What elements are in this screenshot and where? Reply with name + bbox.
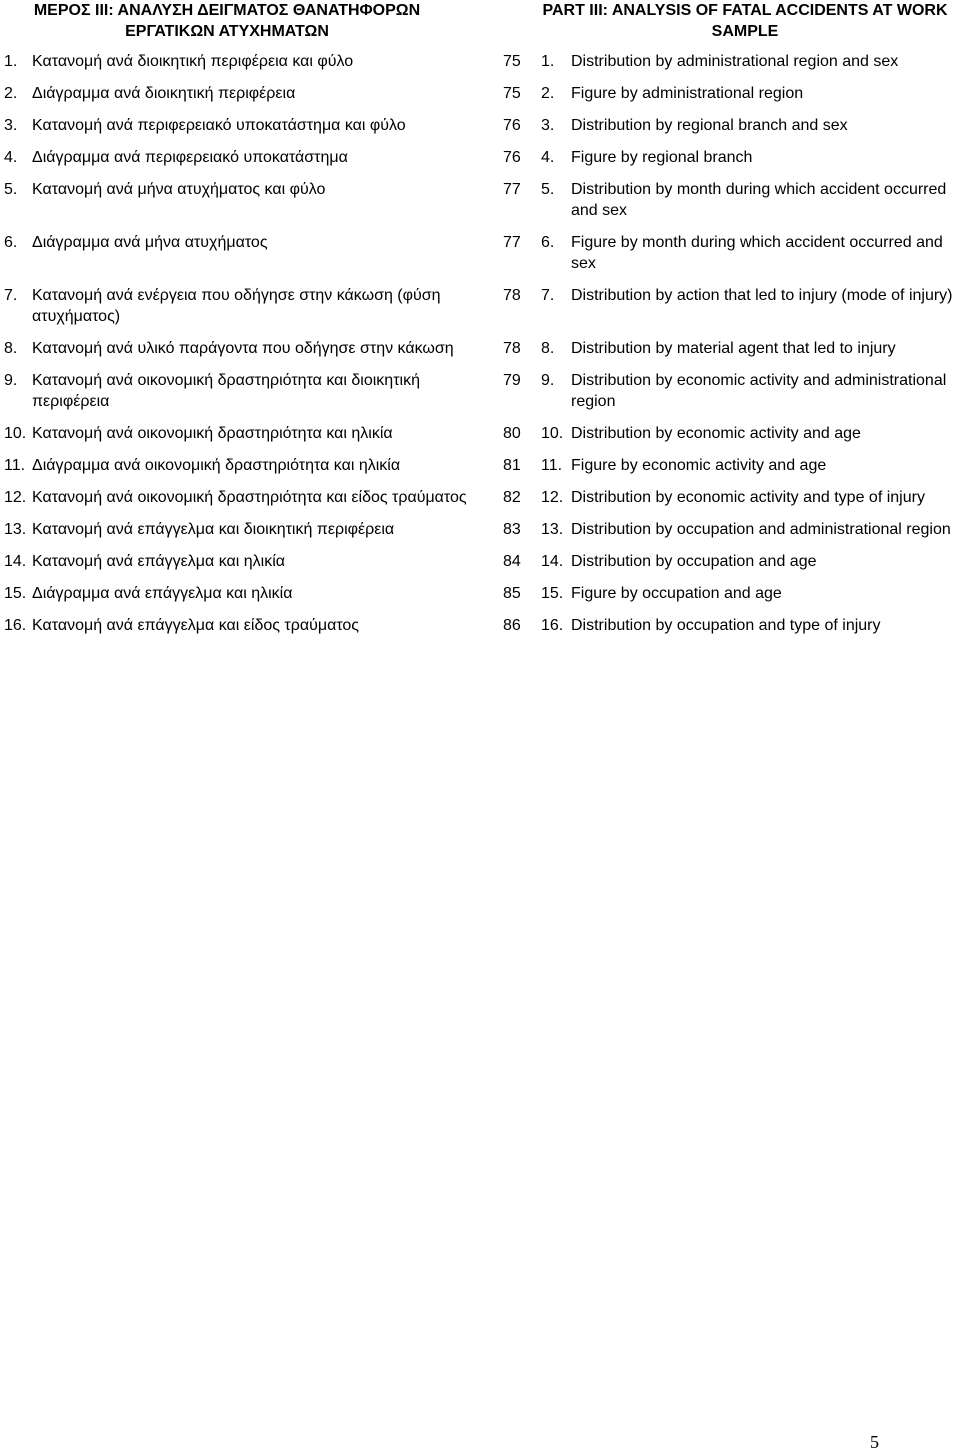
entry-page-number: 75 [503,53,521,70]
english-column [0,232,960,274]
entry-english-title: Figure by administrational region [571,85,804,102]
entry-greek-title: Κατανομή ανά οικονομική δραστηριότητα και διοικητική περιφέρεια [32,372,420,410]
entry-greek-title: Κατανομή ανά υλικό παράγοντα που οδήγησε στην κάκωση [32,340,454,357]
entry-number-english: 7. [541,287,555,304]
toc-entry [0,147,960,179]
entry-greek-title: Κατανομή ανά επάγγελμα και ηλικία [32,553,286,570]
entry-greek-title: Διάγραμμα ανά περιφερειακό υποκατάστημα [32,149,348,166]
entry-number-english: 12. [541,489,564,506]
english-column [0,551,960,572]
entry-number-english: 16. [541,617,564,634]
toc-entry [0,179,960,232]
english-column [0,338,960,359]
entry-english-title: Distribution by regional branch and sex [571,117,848,134]
entry-page-number: 79 [503,372,521,389]
entry-english-title: Figure by regional branch [571,149,753,166]
entry-page-number: 80 [503,425,521,442]
entry-number-english: 15. [541,585,564,602]
entry-greek-title: Κατανομή ανά επάγγελμα και είδος τραύματος [32,617,360,634]
entry-number-greek: 4. [4,149,18,166]
entry-english-title: Figure by occupation and age [571,585,782,602]
english-column [0,115,960,136]
entry-page-number: 86 [503,617,521,634]
entry-number-english: 6. [541,234,555,251]
english-column [0,615,960,636]
entry-english-title: Distribution by economic activity and type of injury [571,489,925,506]
entry-number-greek: 1. [4,53,18,70]
entry-number-greek: 16. [4,617,27,634]
entry-english-title: Distribution by administrational region and sex [571,53,899,70]
toc-entry [0,519,960,551]
entry-page-number: 77 [503,234,521,251]
toc-entry [0,615,960,647]
entry-english-title: Distribution by economic activity and administrational region [571,372,947,410]
entry-number-greek: 13. [4,521,27,538]
english-column [0,370,960,412]
entry-english-title: Distribution by economic activity and age [571,425,861,442]
toc-entry [0,285,960,338]
english-column [0,285,960,306]
toc-entry [0,83,960,115]
entry-number-greek: 12. [4,489,27,506]
entry-number-english: 2. [541,85,555,102]
entry-number-greek: 2. [4,85,18,102]
entry-page-number: 83 [503,521,521,538]
english-column [0,179,960,221]
english-column [0,51,960,72]
english-section-title: PART III: ANALYSIS OF FATAL ACCIDENTS AT WORK SAMPLE [542,2,948,40]
entry-greek-title: Κατανομή ανά επάγγελμα και διοικητική περιφέρεια [32,521,395,538]
entry-page-number: 85 [503,585,521,602]
entry-page-number: 81 [503,457,521,474]
english-column [0,519,960,540]
english-column [0,83,960,104]
entry-english-title: Distribution by occupation and administrational region [571,521,951,538]
entry-number-english: 13. [541,521,564,538]
entry-number-greek: 9. [4,372,18,389]
entry-number-english: 11. [541,457,563,474]
entry-page-number: 78 [503,287,521,304]
entry-english-title: Distribution by material agent that led to injury [571,340,896,357]
entry-greek-title: Κατανομή ανά μήνα ατυχήματος και φύλο [32,181,326,198]
toc-entry [0,51,960,83]
entry-greek-title: Κατανομή ανά ενέργεια που οδήγησε στην κάκωση (φύση ατυχήματος) [32,287,441,325]
entry-number-english: 8. [541,340,555,357]
entry-page-number: 84 [503,553,521,570]
entry-number-english: 5. [541,181,555,198]
english-column [0,487,960,508]
entry-greek-title: Κατανομή ανά διοικητική περιφέρεια και φύλο [32,53,354,70]
entry-page-number: 75 [503,85,521,102]
toc-entry [0,232,960,285]
entry-greek-title: Διάγραμμα ανά οικονομική δραστηριότητα και ηλικία [32,457,401,474]
entry-number-english: 1. [541,53,555,70]
entry-number-greek: 7. [4,287,18,304]
entry-english-title: Distribution by month during which accident occurred and sex [571,181,947,219]
entry-page-number: 78 [503,340,521,357]
toc-entry [0,338,960,370]
entry-greek-title: Κατανομή ανά περιφερειακό υποκατάστημα και φύλο [32,117,406,134]
entry-number-english: 10. [541,425,564,442]
toc-entry [0,551,960,583]
entry-number-greek: 14. [4,553,27,570]
entry-number-english: 4. [541,149,555,166]
english-column [0,147,960,168]
entry-number-greek: 3. [4,117,18,134]
entry-number-english: 14. [541,553,564,570]
entry-number-greek: 10. [4,425,27,442]
toc-entry [0,487,960,519]
toc-entry [0,370,960,423]
english-column [0,455,960,476]
entry-number-english: 3. [541,117,555,134]
toc-entry [0,115,960,147]
entry-number-greek: 6. [4,234,18,251]
entry-number-greek: 8. [4,340,18,357]
entry-number-english: 9. [541,372,555,389]
entry-english-title: Distribution by occupation and age [571,553,817,570]
entry-number-greek: 5. [4,181,18,198]
toc-entry [0,455,960,487]
entry-page-number: 82 [503,489,521,506]
entry-number-greek: 11. [4,457,26,474]
toc-entry [0,583,960,615]
entry-page-number: 76 [503,149,521,166]
entry-greek-title: Διάγραμμα ανά μήνα ατυχήματος [32,234,268,251]
entry-english-title: Figure by month during which accident occurred and sex [571,234,943,272]
entry-number-greek: 15. [4,585,27,602]
greek-section-title: ΜΕΡΟΣ ΙΙΙ: ΑΝΑΛΥΣΗ ΔΕΙΓΜΑΤΟΣ ΘΑΝΑΤΗΦΟΡΩΝ ΕΡΓΑΤΙΚΩΝ ΑΤΥΧΗΜΑΤΩΝ [33,2,421,40]
entry-english-title: Figure by economic activity and age [571,457,827,474]
toc-entry [0,423,960,455]
english-column [0,583,960,604]
entry-page-number: 76 [503,117,521,134]
english-column [0,423,960,444]
entry-greek-title: Διάγραμμα ανά επάγγελμα και ηλικία [32,585,293,602]
entry-english-title: Distribution by action that led to injury (mode of injury) [571,287,953,304]
entry-greek-title: Κατανομή ανά οικονομική δραστηριότητα και ηλικία [32,425,393,442]
entry-page-number: 77 [503,181,521,198]
page-number: 5 [870,1432,879,1452]
entry-greek-title: Κατανομή ανά οικονομική δραστηριότητα και είδος τραύματος [32,489,467,506]
table-of-contents-list [0,51,960,647]
entry-greek-title: Διάγραμμα ανά διοικητική περιφέρεια [32,85,296,102]
entry-english-title: Distribution by occupation and type of injury [571,617,881,634]
